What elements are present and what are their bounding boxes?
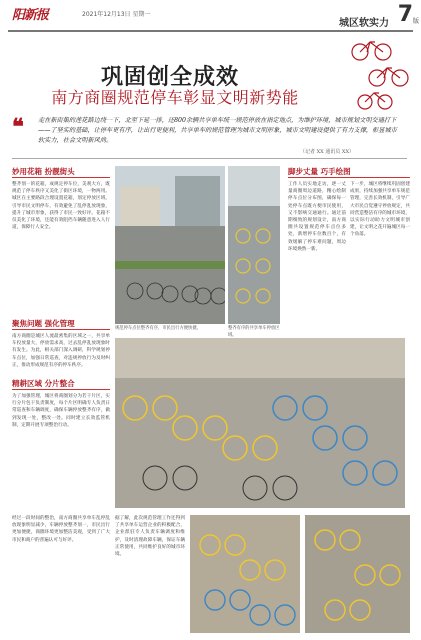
sec2c-text: 据了解，此次规范管理工作还得到了共享单车运营企业的积极配合，企业派驻专人负责车辆调度和维护，及时清理故障车辆，保证车辆正常使用，共同维护良好的城市环境。 xyxy=(115,516,185,558)
section-title: 城区软实力 xyxy=(339,18,389,29)
col2-text: 南方商圈是城区人流最密集的区域之一，共享单车投放量大，停放需求高，过去乱停乱放现象时有发生。为此，相关部门深入调研，科学规划停车点位，加强日常巡查，对违规停放行为及时纠正，推动形成规范有序的停车秩序。 xyxy=(12,334,110,368)
photo-caption-2: 整齐有序的共享单车停放区域。 xyxy=(228,326,280,338)
byline: （记者 XX 通讯员 XX） xyxy=(300,149,355,155)
photo-parked-bikes xyxy=(115,338,405,508)
page-number: 7 xyxy=(397,2,413,27)
masthead: 阳新报 xyxy=(12,8,49,23)
col2-heading-rule xyxy=(12,329,110,330)
sec2-heading: 精耕区域 分片整合 xyxy=(12,379,75,388)
sec2b-text: 经过一段时间的整治，南方商圈共享单车乱停乱放现象明显减少，车辆停放整齐划一，市民出行更加便捷，商圈环境更加整洁美观，受到了广大市民和商户的普遍认可与好评。 xyxy=(12,516,110,543)
quote-mark-icon: ❝ xyxy=(12,114,24,140)
col1-text: 整齐划一的花箱，成规定停车位，美观大方，既规范了停车秩序又美化了街区环境，一物两用。城区在主要路段合理设置花箱，划定停放区域，引导市民文明停车，有效避免了乱停乱放现象，提升了城市形象，获得了市民一致好评。花箱不仅美化了环境，还能有效阻挡车辆随意进入人行道，保障行人安全。 xyxy=(12,182,110,231)
date-line: 2021年12月13日 星期一 xyxy=(82,11,151,18)
bike-illustration xyxy=(345,30,415,120)
subheadline: 南方商圈规范停车彰显文明新势能 xyxy=(51,88,299,107)
photo-street-bikes xyxy=(115,166,225,324)
photo-caption-1: 规范停车点位整齐有序，市民出行方便快捷。 xyxy=(115,326,201,331)
col3-text: 工作人员实地走访，逐一丈量商圈周边道路，精心绘制停车点位分布图，确保每一处停车点既方便市民使用，又不影响交通通行。通过前期细致的规划设计，南方商圈共设置规范停车点位多处，新增停车位数百个，有效缓解了停车难问题，周边环境焕然一新。 xyxy=(288,182,346,252)
photo-bikes-bottom-right xyxy=(305,515,410,633)
page-suffix: 版 xyxy=(412,18,419,25)
headline: 巩固创全成效 xyxy=(100,65,239,90)
col1-heading: 妙用花箱 扮靓街头 xyxy=(12,167,75,176)
sec2-text: 为了加强管理，城区将商圈划分为若干片区，实行分片包干负责制度，每个片区明确专人负责日常巡查和车辆调度，确保车辆停放整齐有序，做到发现一处，整改一处。同时建立长效监管机制，定期开展专项整治行动。 xyxy=(12,394,110,428)
photo-bike-row xyxy=(228,166,280,324)
col3-heading-rule xyxy=(288,177,410,178)
col3-heading: 脚步丈量 巧手绘图 xyxy=(288,167,351,176)
photo-bikes-bottom xyxy=(190,515,300,633)
col4-text: 下一步，城区将继续巩固创建成果，持续加强共享单车规范管理，完善长效机制，引导广大市民自觉遵守停放规定，共同营造整洁有序的城市环境，以实际行动助力文明城市创建，让文明之花开遍城区每一个角落。 xyxy=(350,182,410,238)
lead-divider xyxy=(12,158,407,159)
col2-heading: 聚焦问题 强化管理 xyxy=(12,319,75,328)
sec2-heading-rule xyxy=(12,389,110,390)
lead-paragraph: 走在新街集的莲花路边绕一下，北至下延一排，还800余辆共享单车统一规范停放在指定地点，为维护环境，城市规划文明交通打下——了坚实的基础，让停车更有序，让出行更便利，共享单车的规范管理为城市文明形象，城市文明建设提供了有力支撑，彰显城市软实力，社会文明新风尚。 xyxy=(38,117,397,144)
col1-heading-rule xyxy=(12,177,110,178)
